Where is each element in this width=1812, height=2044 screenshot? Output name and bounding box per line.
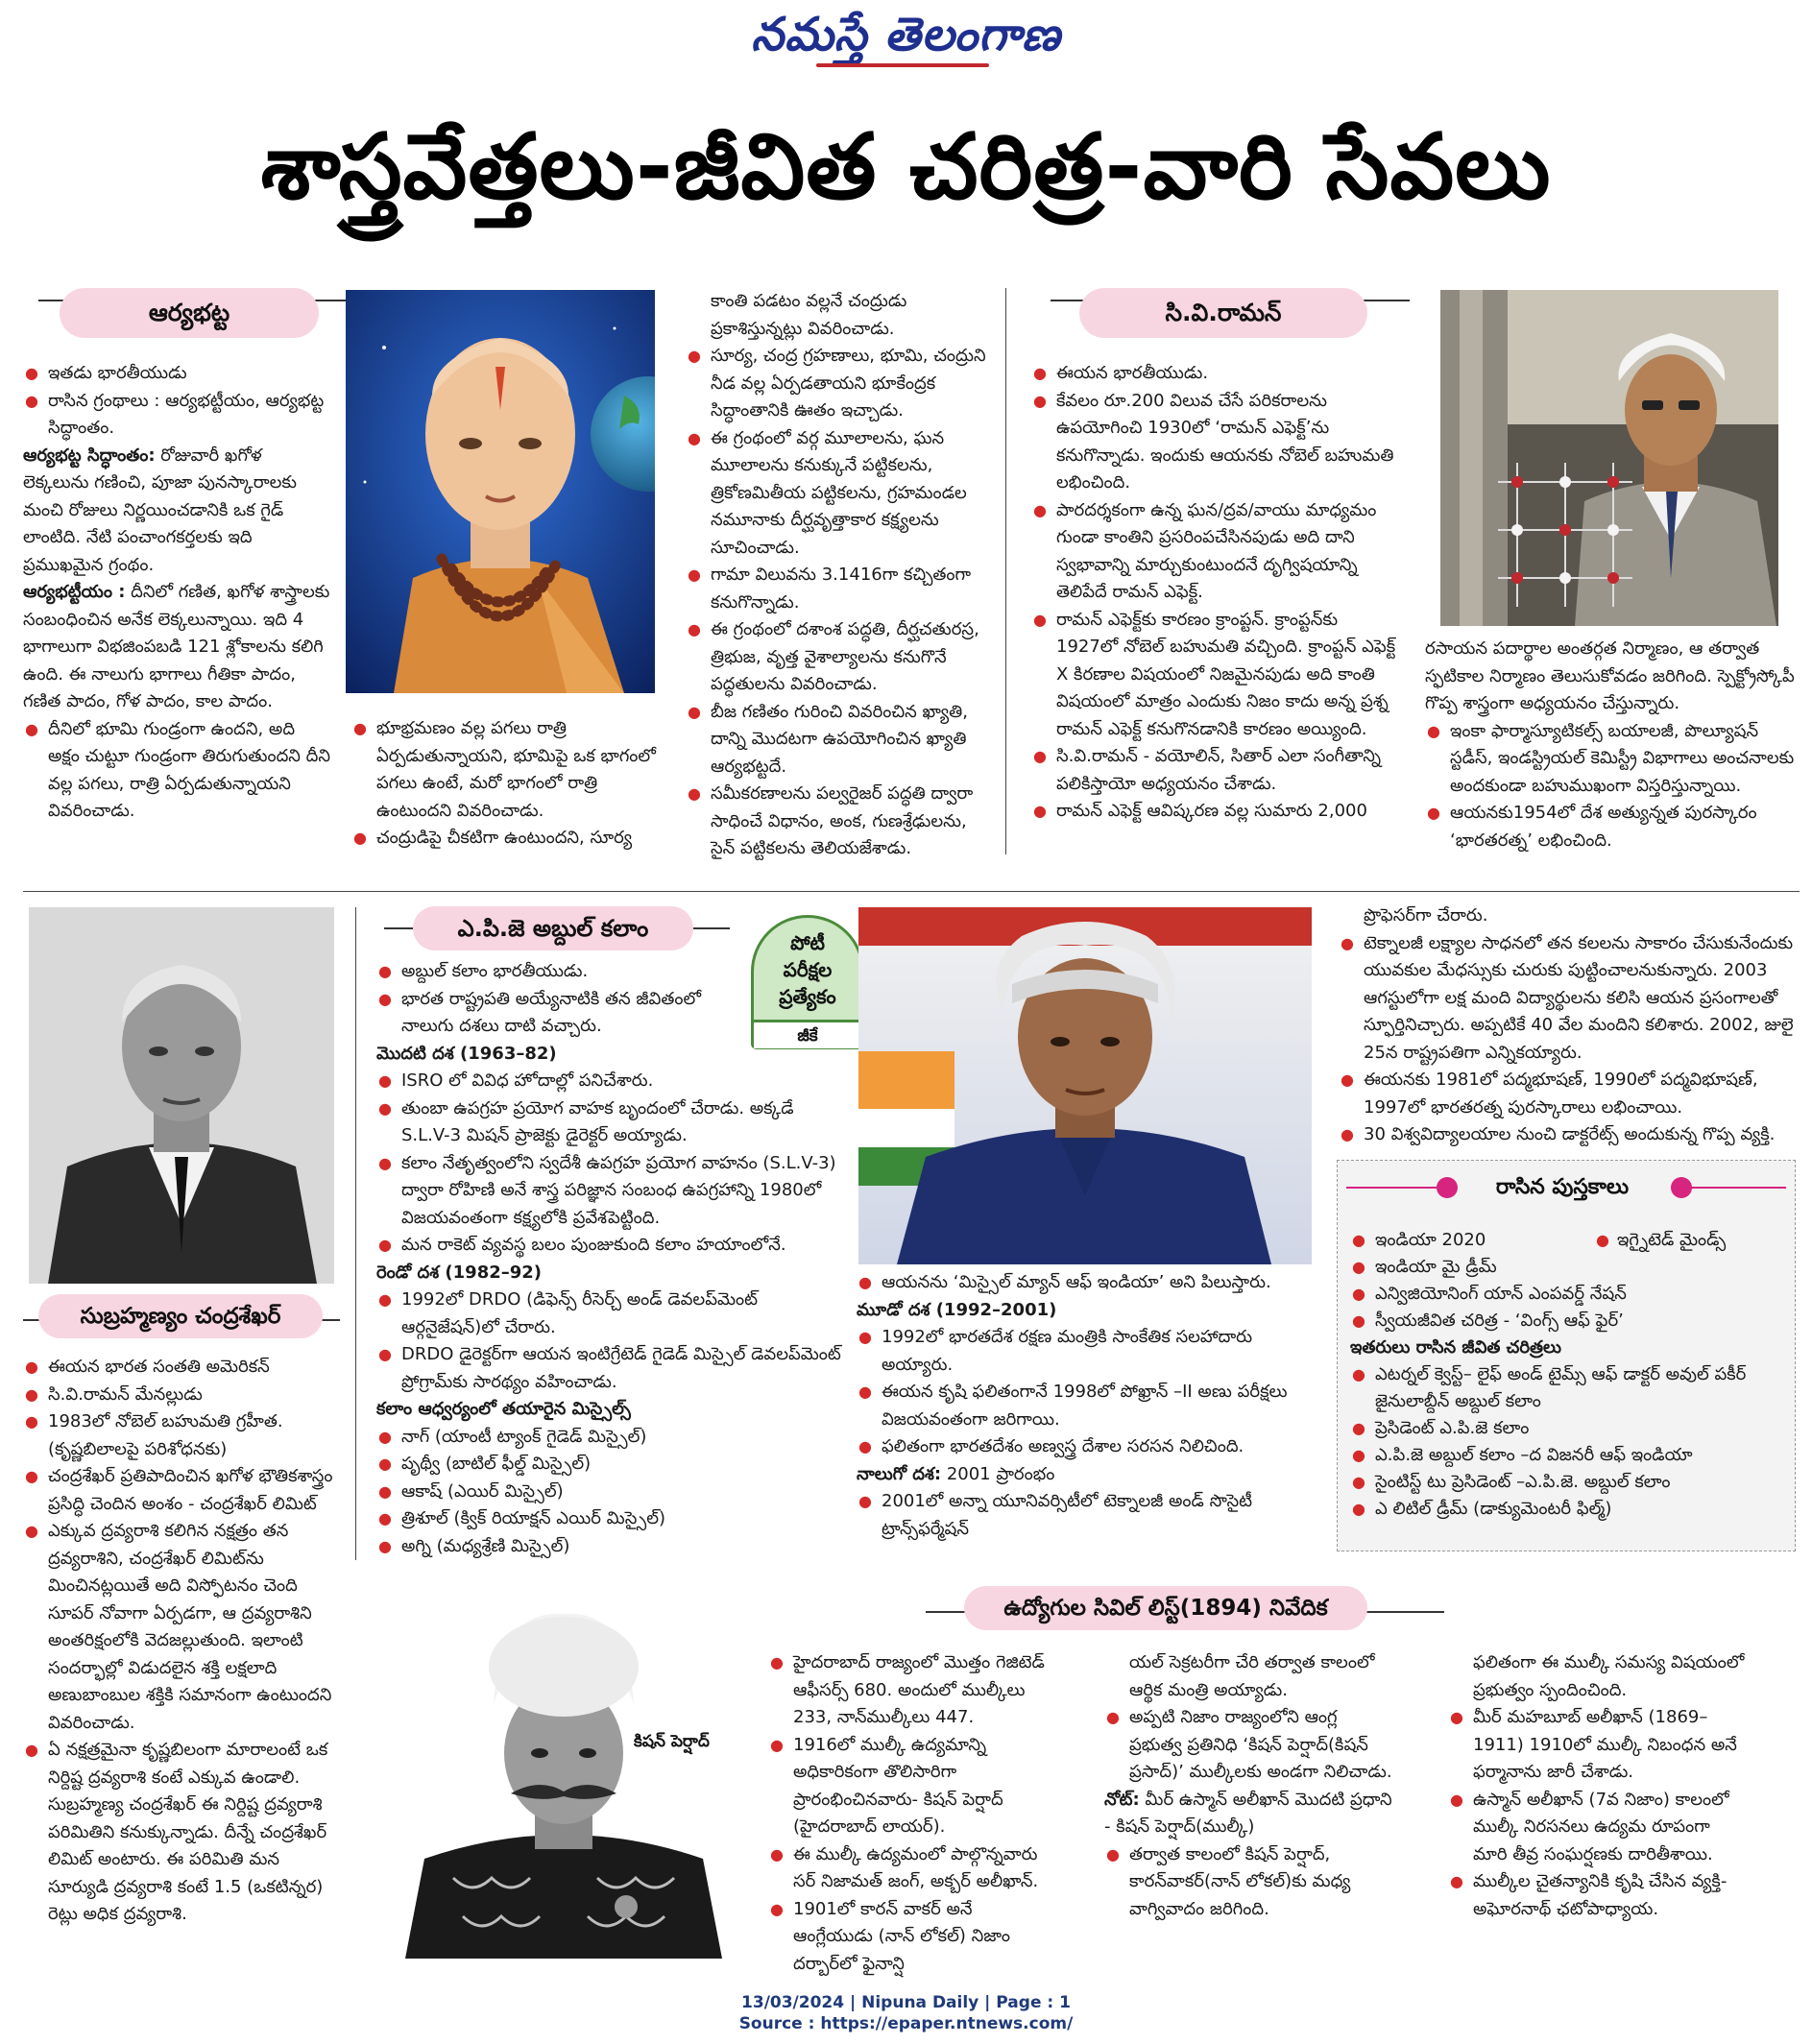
badge-line2: పరీక్షల bbox=[783, 958, 833, 981]
raman-portrait bbox=[1440, 290, 1778, 626]
page-headline: శాస్త్రవేత్తలు-జీవిత చరిత్ర-వారి సేవలు bbox=[260, 115, 1552, 220]
raman-point: ● ఇంకా ఫార్మాస్యూటికల్స్ బయాలజీ, పొల్యూషన్ స్టడీస్, ఇండస్ట్రియల్ కెమిస్ట్రీ విభాగాలు అంచనాలకు అందకుండా బహుముఖంగా విస్తరిస్తున్నాయి. bbox=[1425, 718, 1798, 801]
biography-item: ● ఎటర్నల్ క్వెస్ట్– లైఫ్ అండ్ టైమ్స్ ఆఫ్ డాక్టర్ అవుల్ పకీర్ జైనులాబ్దీన్ అబ్దుల్ కలాం bbox=[1350, 1361, 1792, 1415]
aryabhata-point: ● సూర్య, చంద్ర గ్రహణాలు, భూమి, చంద్రుని నీడ వల్ల ఏర్పడతాయని భూకేంద్రక సిద్ధాంతానికి ఊతం ఇచ్చాడు. bbox=[686, 343, 989, 425]
civil-point: ● తర్వాత కాలంలో కిషన్ పెర్షాద్, కారన్‌వాకర్(నాన్ లోకల్)కు మధ్య వాగ్వివాదం జరిగింది. bbox=[1104, 1841, 1392, 1924]
book-item: ఇగ్నైటెడ్ మైండ్స్ bbox=[1617, 1230, 1727, 1250]
kalam-point: ● కలాం నేతృత్వంలోని స్వదేశీ ఉపగ్రహ ప్రయోగ వాహనం (S.L.V-3) ద్వారా రోహిణి అనే శాస్త్ర పరిజ్ఞాన సంబంధ ఉపగ్రహాన్ని 1980లో విజయవంతంగా కక్ష్యలోకి ప్రవేశపెట్టింది. bbox=[376, 1150, 843, 1233]
kalam-point: ● 1992లో DRDO (డిఫెన్స్ రీసెర్చ్ అండ్ డెవలప్‌మెంట్ ఆర్గనైజేషన్)లో చేరారు. bbox=[376, 1287, 843, 1341]
aryabhata-point: ● ఈ గ్రంథంలో వర్గ మూలాలను, ఘన మూలాలను కనుక్కునే పట్టికలను, త్రికోణమితీయ పట్టికలను, గ్రహమండల నమూనాకు దీర్ఘవృత్తాకార కక్ష్యలను సూచించాడు. bbox=[686, 425, 989, 563]
kalam-point: ● 30 విశ్వవిద్యాలయాల నుంచి డాక్టరేట్స్ అందుకున్న గొప్ప వ్యక్తి. bbox=[1339, 1121, 1798, 1149]
kalam-missiles-heading: కలాం ఆధ్వర్యంలో తయారైన మిస్సైల్స్ bbox=[376, 1399, 631, 1419]
books-dot-left bbox=[1437, 1177, 1458, 1198]
aryabhata-portrait bbox=[346, 290, 655, 693]
kalam-col2 bbox=[857, 1269, 1321, 1543]
book-item: ● ఎన్విజియోనింగ్ యాన్ ఎంపవర్డ్ నేషన్ bbox=[1350, 1281, 1792, 1308]
kalam-point: ● మన రాకెట్ వ్యవస్థ బలం పుంజుకుంది కలాం హయాంలోనే. bbox=[376, 1232, 843, 1260]
aryabhata-continued-text: కాంతి పడటం వల్లనే చంద్రుడు ప్రకాశిస్తున్నట్లు వివరించాడు. bbox=[711, 291, 907, 339]
civil-point: ● హైదరాబాద్ రాజ్యంలో మొత్తం గెజిటెడ్ ఆఫీసర్స్ 680. అందులో ముల్కీలు 233, నాన్‌ముల్కీలు 447. bbox=[768, 1649, 1054, 1732]
raman-point: ● పారదర్శకంగా ఉన్న ఘన/ద్రవ/వాయు మాధ్యమం గుండా కాంతిని ప్రసరింపచేసినపుడు అది దాని స్వభావాన్ని మార్చుకుంటుందనే దృగ్విషయాన్ని తెలిపేదే రామన్ ఎఫెక్ట్. bbox=[1031, 497, 1396, 607]
kishan-pershad-caption: కిషన్ పెర్షాద్ bbox=[634, 1732, 710, 1755]
chandrasekhar-point: ● సి.వి.రామన్ మేనల్లుడు bbox=[23, 1382, 336, 1409]
kalam-point: ● ISRO లో వివిధ హోదాల్లో పనిచేశారు. bbox=[376, 1068, 843, 1095]
books-title-rule-left bbox=[1346, 1187, 1446, 1189]
missile-item: ● ఆకాష్ (ఎయిర్ మిస్సైల్) bbox=[376, 1479, 843, 1506]
badge-footer: జీకే bbox=[754, 1020, 861, 1048]
missile-item: ● త్రిశూల్ (క్విక్ రియాక్షన్ ఎయిర్ మిస్సైల్) bbox=[376, 1505, 843, 1533]
raman-point: ● రామన్ ఎఫెక్ట్ ఆవిష్కరణ వల్ల సుమారు 2,000 bbox=[1031, 798, 1396, 826]
civil-point: ● మీర్ మహబూబ్ అలీఖాన్ (1869–1911) 1910లో ముల్కీ నిబంధన అనే ఫర్మానాను జారీ చేశాడు. bbox=[1448, 1704, 1746, 1787]
kalam-point: ● ఈయన కృషి ఫలితంగానే 1998లో పోఖ్రాన్ –II అణు పరీక్షలు విజయవంతంగా జరిగాయి. bbox=[857, 1379, 1321, 1433]
civil-point: ● 1901లో కారన్ వాకర్ అనే ఆంగ్లేయుడు (నాన్ లోకల్) నిజాం దర్బార్‌లో ఫైనాన్షి bbox=[768, 1896, 1054, 1979]
raman-col2 bbox=[1425, 636, 1798, 854]
footer-source-line: Source : https://epaper.ntnews.com/ bbox=[738, 2014, 1074, 2033]
books-title-rule-right bbox=[1686, 1187, 1786, 1189]
chandrasekhar-body bbox=[23, 1354, 336, 1929]
kalam-point: ● టెక్నాలజీ లక్ష్యాల సాధనలో తన కలలను సాకారం చేసుకునేందుకు యువకుల మేధస్సుకు చురుకు పుట్టించాలనుకున్నారు. 2003 ఆగస్టులోగా లక్ష మంది విద్యార్థులను కలిసి ఆయన ప్రసంగాలతో స్ఫూర్తినిచ్చారు. అప్పటికే 40 వేల మందిని కలిశారు. 2002, జులై 25న రాష్ట్రపతిగా ఎన్నికయ్యారు. bbox=[1339, 930, 1798, 1068]
masthead-logo: నమస్తే తెలంగాణ bbox=[751, 8, 1061, 61]
raman-col1 bbox=[1031, 360, 1396, 826]
raman-point: ● రామన్ ఎఫెక్ట్‌కు కారణం క్రాంప్టన్. క్రాంప్టన్‌కు 1927లో నోబెల్ బహుమతి వచ్చింది. క్రాంప్టన్ ఎఫెక్ట్ X కిరణాల విషయంలో నిజమైనపుడు అది కాంతి విషయంలో మాత్రం ఎందుకు నిజం కాదు అన్న ప్రశ్న రామన్ ఎఫెక్ట్ కనుగొనడానికి కారణం అయ్యింది. bbox=[1031, 607, 1396, 744]
civil-point: ● 1916లో ముల్కీ ఉద్యమాన్ని అధికారికంగా తొలిసారిగా ప్రారంభించినవారు- కిషన్ పెర్షాద్ (హైదరాబాద్ లాయర్). bbox=[768, 1732, 1054, 1841]
civil-point: ● ముల్కీల చైతన్యానికి కృషి చేసిన వ్యక్తి- అఘోరనాథ్ ఛటోపాధ్యాయ. bbox=[1448, 1868, 1746, 1923]
raman-point: ● కేవలం రూ.200 విలువ చేసే పరికరాలను ఉపయోగించి 1930లో ‘రామన్ ఎఫెక్ట్’ను కనుగొన్నాడు. ఇందుకు ఆయనకు నోబెల్ బహుమతి లభించింది. bbox=[1031, 388, 1396, 497]
raman-continued-text: రసాయన పదార్థాల అంతర్గత నిర్మాణం, ఆ తర్వాత స్ఫటికాల నిర్మాణం తెలుసుకోవడం జరిగింది. స్పెక్ట్రోస్కోపీ గొప్ప శాస్త్రంగా అధ్యయనం చేస్తున్నారు. bbox=[1425, 638, 1795, 713]
missile-item: ● అగ్ని (మధ్యశ్రేణి మిస్సైల్) bbox=[376, 1533, 843, 1561]
civil-col1 bbox=[768, 1649, 1054, 1978]
missile-item: ● నాగ్ (యాంటీ ట్యాంక్ గైడెడ్ మిస్సైల్) bbox=[376, 1424, 843, 1452]
chandrasekhar-section-title: సుబ్రహ్మణ్యం చంద్రశేఖర్ bbox=[38, 1294, 323, 1338]
biography-item: ● ఎ లిటిల్ డ్రీమ్ (డాక్యుమెంటరీ ఫిల్మ్) bbox=[1350, 1496, 1792, 1523]
kalam-point: ● 2001లో అన్నా యూనివర్సిటీలో టెక్నాలజీ అండ్ సొసైటీ ట్రాన్స్‌ఫర్మేషన్ bbox=[857, 1488, 1321, 1543]
column-rule bbox=[355, 907, 356, 1560]
kalam-col1 bbox=[376, 958, 843, 1560]
aryabhata-col1 bbox=[23, 360, 330, 826]
book-item: ● స్వీయజీవిత చరిత్ర - ‘వింగ్స్ ఆఫ్ ఫైర్’ bbox=[1350, 1308, 1792, 1335]
civil-note: నోట్: మీర్ ఉస్మాన్ అలీఖాన్ మొదటి ప్రధాని - కిషన్ పెర్షాద్(ముల్కీ) bbox=[1104, 1789, 1392, 1837]
civil-section-title: ఉద్యోగుల సివిల్ లిస్ట్(1894) నివేదిక bbox=[964, 1586, 1367, 1630]
raman-point: ● ఈయన భారతీయుడు. bbox=[1031, 360, 1396, 388]
aryabhata-point: ● గామా విలువను 3.1416గా కచ్చితంగా కనుగొన్నాడు. bbox=[686, 562, 989, 616]
masthead-underline bbox=[816, 63, 989, 67]
aryabhata-col3 bbox=[686, 288, 989, 863]
footer-date-line: 13/03/2024 | Nipuna Daily | Page : 1 bbox=[741, 1993, 1071, 2012]
badge-line1: పోటీ bbox=[790, 931, 825, 954]
kalam-col3 bbox=[1339, 902, 1798, 1149]
aryabhatiyam-para: ఆర్యభట్టీయం : దీనిలో గణిత, ఖగోళ శాస్త్రాలకు సంబంధించిన అనేక లెక్కలున్నాయి. ఇది 4 భాగాలుగా విభజింపబడి 121 శ్లోకాలను కలిగి ఉంది. ఈ నాలుగు భాగాలు గీతికా పాదం, గణిత పాదం, గోళ పాదం, కాల పాదం. bbox=[23, 582, 330, 711]
civil-point: ● ఈ ముల్కీ ఉద్యమంలో పాల్గొన్నవారు సర్ నిజామత్ జంగ్, అక్బర్ అలీఖాన్. bbox=[768, 1841, 1054, 1896]
aryabhata-point: ● బీజ గణితం గురించి వివరించిన ఖ్యాతి, దాన్ని మొదటగా ఉపయోగించిన ఖ్యాతి ఆర్యభట్టదే. bbox=[686, 699, 989, 782]
chandrasekhar-point: ● 1983లో నోబెల్ బహుమతి గ్రహీత. (కృష్ణబిలాలపై పరిశోధనకు) bbox=[23, 1408, 336, 1463]
kalam-point: ● ఫలితంగా భారతదేశం అణ్వస్త్ర దేశాల సరసన నిలిచింది. bbox=[857, 1433, 1321, 1461]
kalam-portrait bbox=[858, 907, 1312, 1264]
kalam-phase4-heading: నాలుగో దశ: 2001 ప్రారంభం bbox=[857, 1463, 1055, 1484]
chandrasekhar-portrait bbox=[29, 907, 334, 1284]
section-rule bbox=[23, 891, 1800, 892]
aryabhata-section-title: ఆర్యభట్ట bbox=[60, 288, 319, 338]
aryabhata-point: ● సమీకరణాలను పల్వరైజర్ పద్ధతి ద్వారా సాధించే విధానం, అంక, గుణశ్రేఢులను, సైన్ పట్టికలను తెలియజేశాడు. bbox=[686, 781, 989, 863]
column-rule bbox=[1005, 288, 1006, 854]
kalam-phase2-heading: రెండో దశ (1982–92) bbox=[376, 1262, 543, 1283]
raman-point: ● సి.వి.రామన్ - వయోలిన్, సితార్ ఎలా సంగీతాన్ని పలికిస్తాయో అధ్యయనం చేశాడు. bbox=[1031, 743, 1396, 798]
biography-item: ● ఎ.పి.జె అబ్దుల్ కలాం –ద విజనరీ ఆఫ్ ఇండియా bbox=[1350, 1442, 1792, 1469]
books-others-heading: ఇతరులు రాసిన జీవిత చరిత్రలు bbox=[1350, 1337, 1561, 1358]
kalam-phase3-heading: మూడో దశ (1992–2001) bbox=[857, 1299, 1057, 1320]
kalam-point: ● తుంబా ఉపగ్రహ ప్రయోగ వాహక బృందంలో చేరాడు. అక్కడే S.L.V-3 మిషన్ ప్రాజెక్టు డైరెక్టర్ అయ్యాడు. bbox=[376, 1095, 843, 1150]
aryabhata-point: ● ఈ గ్రంథంలో దశాంశ పద్ధతి, దీర్ఘచతురస్ర, త్రిభుజ, వృత్త వైశాల్యాలను కనుగొనే పద్ధతులను వివరించాడు. bbox=[686, 616, 989, 699]
civil-col2 bbox=[1104, 1649, 1392, 1923]
chandrasekhar-point: ● ఎక్కువ ద్రవ్యరాశి కలిగిన నక్షత్రం తన ద్రవ్యరాశిని, చంద్రశేఖర్ లిమిట్‌ను మించినట్లయితే అది విస్ఫోటనం చెంది సూపర్ నోవాగా ఏర్పడగా, ఆ ద్రవ్యరాశిని అంతరిక్షంలోకి వెదజల్లుతుంది. ఇలాంటి సందర్భాల్లో విడుదలైన శక్తి లక్షలాది అణుబాంబుల శక్తికి సమానంగా ఉంటుందని వివరించాడు. bbox=[23, 1518, 336, 1737]
raman-section-title: సి.వి.రామన్ bbox=[1079, 288, 1367, 338]
chandrasekhar-point: ● ఏ నక్షత్రమైనా కృష్ణబిలంగా మారాలంటే ఒక నిర్దిష్ట ద్రవ్యరాశి కంటే ఎక్కువ ఉండాలి. సుబ్రహ్మణ్య చంద్రశేఖర్ ఈ నిర్దిష్ట ద్రవ్యరాశి పరిమితిని కనుక్కున్నాడు. దీన్నే చంద్రశేఖర్ లిమిట్ అంటారు. ఈ పరిమితి మన సూర్యుడి ద్రవ్యరాశి కంటే 1.5 (ఒకటిన్నర) రెట్లు అధిక ద్రవ్యరాశి. bbox=[23, 1737, 336, 1929]
kishan-pershad-portrait bbox=[386, 1590, 741, 1959]
kalam-point: ● భారత రాష్ట్రపతి అయ్యేనాటికి తన జీవితంలో నాలుగు దశలు దాటి వచ్చారు. bbox=[376, 986, 843, 1041]
kalam-section-title: ఎ.పి.జె అబ్దుల్ కలాం bbox=[413, 906, 693, 950]
kalam-point: ● ఆయనను ‘మిస్సైల్ మ్యాన్ ఆఫ్ ఇండియా’ అని పిలుస్తారు. bbox=[857, 1269, 1321, 1297]
aryabhata-siddhanta-para: ఆర్యభట్ట సిద్ధాంతం: రోజువారీ ఖగోళ లెక్కలును గణించి, పూజా పునస్కారాలకు మంచి రోజులు నిర్ణయించడానికి ఒక గైడ్ లాంటిది. నేటి పంచాంగకర్తలకు ఇది ప్రముఖమైన గ్రంథం. bbox=[23, 445, 297, 575]
kalam-point: ● 1992లో భారతదేశ రక్షణ మంత్రికి సాంకేతిక సలహాదారు అయ్యారు. bbox=[857, 1324, 1321, 1379]
biography-item: ● సైంటిస్ట్ టు ప్రెసిడెంట్ –ఎ.పి.జె. అబ్దుల్ కలాం bbox=[1350, 1469, 1792, 1496]
aryabhata-point: ● చంద్రుడిపై చీకటిగా ఉంటుందని, సూర్య bbox=[351, 825, 657, 853]
kalam-point: ● ఈయనకు 1981లో పద్మభూషణ్, 1990లో పద్మవిభూషణ్, 1997లో భారతరత్న పురస్కారాలు లభించాయి. bbox=[1339, 1067, 1798, 1121]
raman-point: ● ఆయనకు1954లో దేశ అత్యున్నత పురస్కారం ‘భారతరత్న’ లభించింది. bbox=[1425, 800, 1798, 854]
aryabhata-point: ● రాసిన గ్రంథాలు : ఆర్యభట్టీయం, ఆర్యభట్ట సిద్ధాంతం. bbox=[23, 388, 330, 443]
chandrasekhar-point: ● చంద్రశేఖర్ ప్రతిపాదించిన ఖగోళ భౌతికశాస్త్రం ప్రసిద్ధి చెందిన అంశం - చంద్రశేఖర్ లిమిట్ bbox=[23, 1463, 336, 1518]
kalam-point: ● అబ్దుల్ కలాం భారతీయుడు. bbox=[376, 958, 843, 986]
badge-line3: ప్రత్యేకం bbox=[779, 985, 836, 1008]
kalam-phase1-heading: మొదటి దశ (1963–82) bbox=[376, 1043, 557, 1064]
civil-col3 bbox=[1448, 1649, 1746, 1923]
civil-continued-text: యల్ సెక్రటరీగా చేరి తర్వాత కాలంలో ఆర్థిక మంత్రి అయ్యాడు. bbox=[1129, 1652, 1375, 1700]
civil-continued-text: ఫలితంగా ఈ ముల్కీ సమస్య విషయంలో ప్రభుత్వం స్పందించింది. bbox=[1473, 1652, 1745, 1700]
book-item: ● ఇండియా మై డ్రీమ్ bbox=[1350, 1254, 1792, 1281]
kalam-continued-text: ప్రొఫెసర్‌గా చేరారు. bbox=[1364, 905, 1488, 926]
aryabhata-point: ● భూభ్రమణం వల్ల పగలు రాత్రి ఏర్పడుతున్నాయని, భూమిపై ఒక భాగంలో పగలు ఉంటే, మరో భాగంలో రాత్రి ఉంటుందని వివరించాడు. bbox=[351, 715, 657, 825]
aryabhata-col2 bbox=[351, 715, 657, 853]
chandrasekhar-point: ● ఈయన భారత సంతతి అమెరికన్ bbox=[23, 1354, 336, 1382]
book-item: ● ఇండియా 2020 ● ఇగ్నైటెడ్ మైండ్స్ bbox=[1350, 1227, 1792, 1254]
civil-point: ● అప్పటి నిజాం రాజ్యంలోని ఆంగ్ల ప్రభుత్వ ప్రతినిధి ‘కిషన్ పెర్షాద్(కిషన్ ప్రసాద్)’ ముల్కీలకు అండగా నిలిచాడు. bbox=[1104, 1704, 1392, 1787]
books-list bbox=[1350, 1227, 1792, 1523]
civil-point: ● ఉస్మాన్ అలీఖాన్ (7వ నిజాం) కాలంలో ముల్కీ నిరసనలు ఉద్యమ రూపంగా మారి తీవ్ర సంఘర్షణకు దారితీశాయి. bbox=[1448, 1787, 1746, 1869]
aryabhata-point: ● ఇతడు భారతీయుడు bbox=[23, 360, 330, 388]
biography-item: ● ప్రెసిడెంట్ ఎ.పి.జె కలాం bbox=[1350, 1415, 1792, 1442]
books-section-title: రాసిన పుస్తకాలు bbox=[1495, 1175, 1630, 1199]
missile-item: ● పృథ్వీ (బాటిల్ ఫీల్డ్ మిస్సైల్) bbox=[376, 1451, 843, 1479]
kalam-point: ● DRDO డైరెక్టర్‌గా ఆయన ఇంటిగ్రేటెడ్ గైడెడ్ మిస్సైల్ డెవలప్‌మెంట్ ప్రోగ్రామ్‌కు సారథ్యం వహించాడు. bbox=[376, 1341, 843, 1396]
aryabhata-point: ● దీనిలో భూమి గుండ్రంగా ఉందని, అది అక్షం చుట్టూ గుండ్రంగా తిరుగుతుందని దీని వల్ల పగలు, రాత్రి ఏర్పడుతున్నాయని వివరించాడు. bbox=[23, 716, 330, 826]
